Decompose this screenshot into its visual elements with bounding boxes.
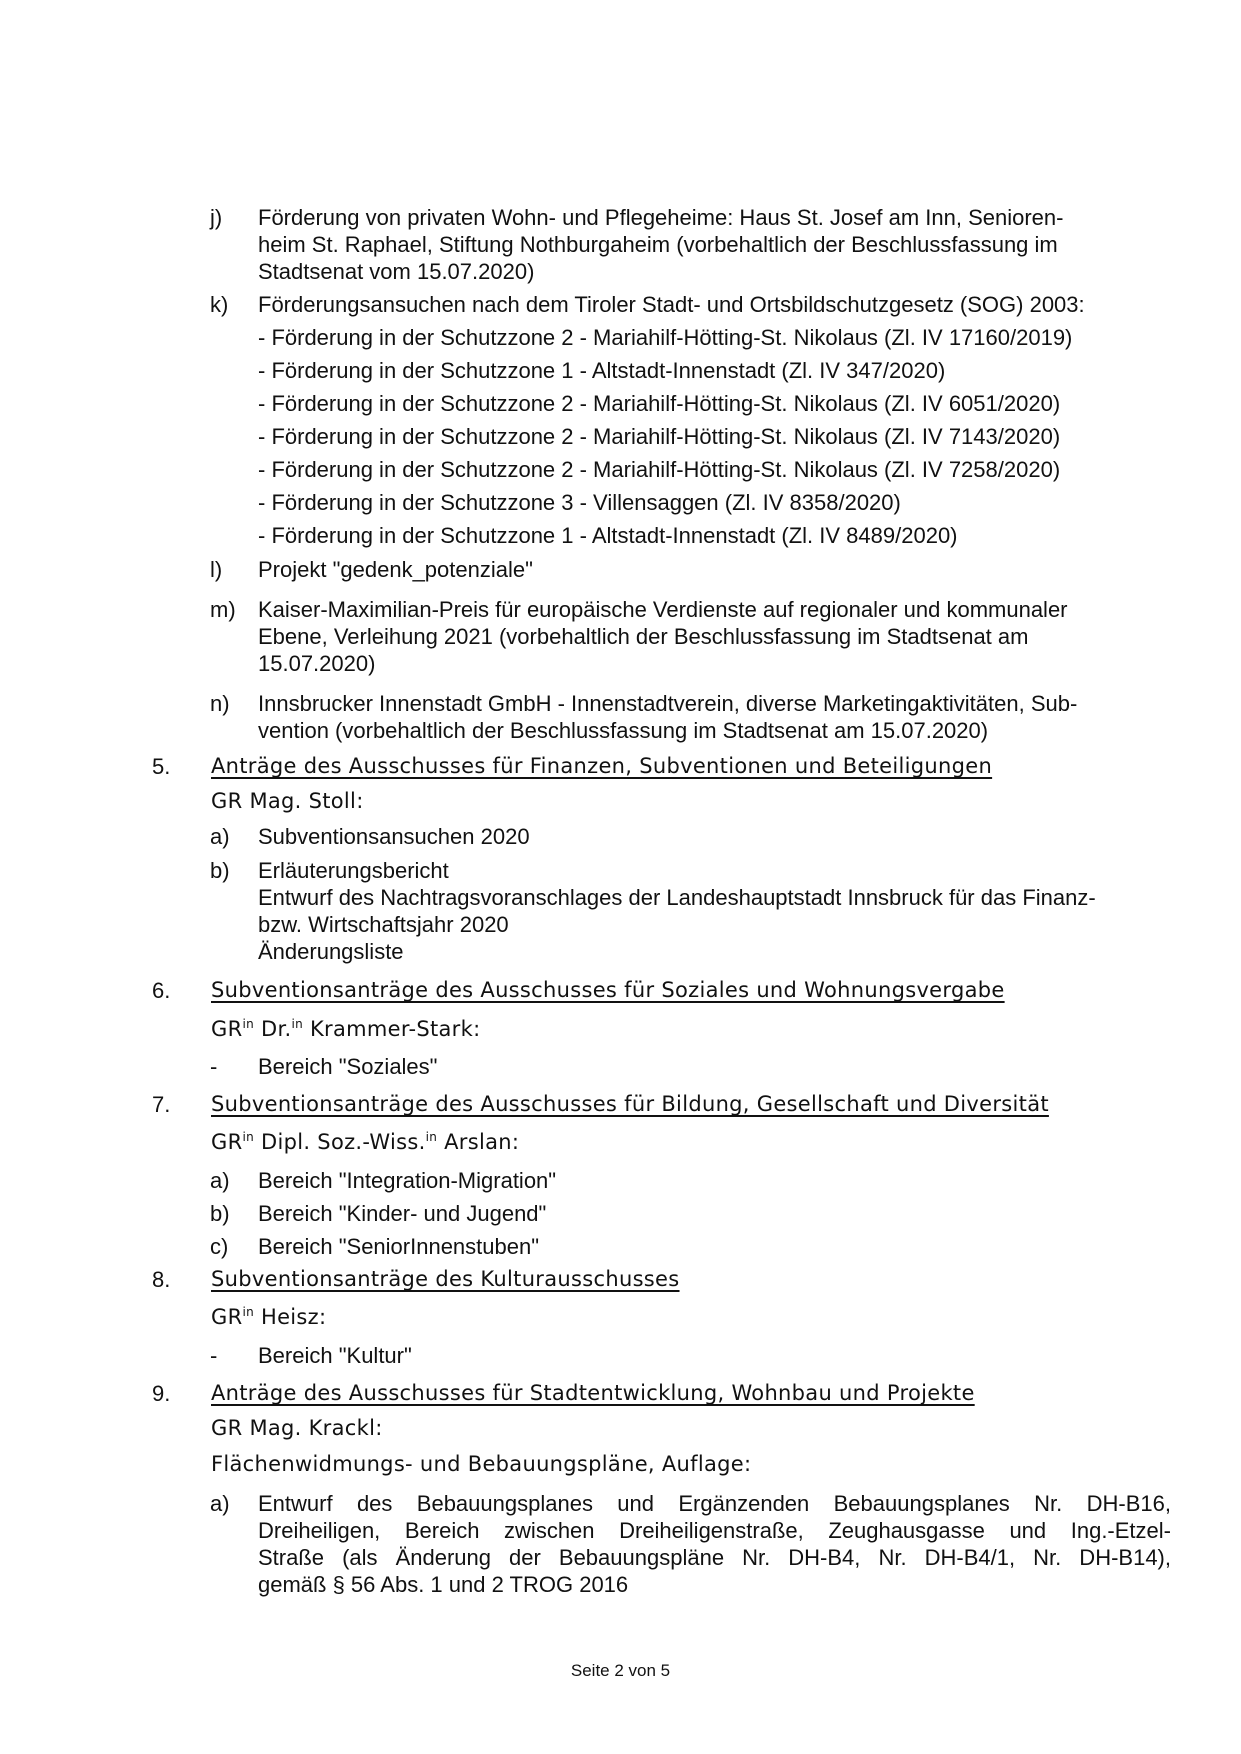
item-l-text: Projekt "gedenk_potenziale" xyxy=(258,557,533,582)
list-marker-9a: a) xyxy=(210,1491,230,1516)
item-k-title: Förderungsansuchen nach dem Tiroler Stadt- und Ortsbildschutzgesetz (SOG) 2003: xyxy=(258,292,1085,317)
section-8-heading: Subventionsanträge des Kulturausschusses xyxy=(211,1267,680,1291)
list-marker-7b: b) xyxy=(210,1201,230,1226)
section-6-item: Bereich "Soziales" xyxy=(258,1054,438,1079)
section-9-item-a-line-3: Straße (als Änderung der Bebauungspläne Nr. DH-B4, Nr. DH-B4/1, Nr. DH-B14), xyxy=(258,1545,1171,1570)
item-k-sub-7: - Förderung in der Schutzzone 1 - Altstadt-Innenstadt (Zl. IV 8489/2020) xyxy=(258,523,958,548)
section-7-item-b: Bereich "Kinder- und Jugend" xyxy=(258,1201,547,1226)
list-marker-8: - xyxy=(210,1343,218,1368)
section-number-6: 6. xyxy=(152,978,171,1003)
item-k-sub-5: - Förderung in der Schutzzone 2 - Mariahilf-Hötting-St. Nikolaus (Zl. IV 7258/2020) xyxy=(258,457,1061,482)
item-k-sub-2: - Förderung in der Schutzzone 1 - Altstadt-Innenstadt (Zl. IV 347/2020) xyxy=(258,358,946,383)
section-9-item-a-line-2: Dreiheiligen, Bereich zwischen Dreiheiligenstraße, Zeughausgasse und Ing.-Etzel- xyxy=(258,1518,1171,1543)
section-5-item-a: Subventionsansuchen 2020 xyxy=(258,824,530,849)
section-8-item: Bereich "Kultur" xyxy=(258,1343,412,1368)
item-k-sub-4: - Förderung in der Schutzzone 2 - Mariahilf-Hötting-St. Nikolaus (Zl. IV 7143/2020) xyxy=(258,424,1061,449)
item-m-line-1: Kaiser-Maximilian-Preis für europäische Verdienste auf regionaler und kommunaler xyxy=(258,597,1068,622)
section-number-7: 7. xyxy=(152,1092,171,1117)
list-marker-l: l) xyxy=(210,557,223,582)
item-m-line-2: Ebene, Verleihung 2021 (vorbehaltlich der Beschlussfassung im Stadtsenat am xyxy=(258,624,1029,649)
list-marker-6: - xyxy=(210,1054,218,1079)
speaker-name: Heisz: xyxy=(254,1305,327,1329)
list-marker-m: m) xyxy=(210,597,236,622)
list-marker-j: j) xyxy=(210,205,223,230)
section-9-item-a-line-1: Entwurf des Bebauungsplanes und Ergänzenden Bebauungsplanes Nr. DH-B16, xyxy=(258,1491,1171,1516)
list-marker-k: k) xyxy=(210,292,229,317)
speaker-suffix: in xyxy=(242,1130,255,1144)
section-number-9: 9. xyxy=(152,1381,171,1406)
section-9-heading: Anträge des Ausschusses für Stadtentwicklung, Wohnbau und Projekte xyxy=(211,1381,975,1405)
section-9-item-a-line-4: gemäß § 56 Abs. 1 und 2 TROG 2016 xyxy=(258,1572,629,1597)
item-n-line-1: Innsbrucker Innenstadt GmbH - Innenstadtverein, diverse Marketingaktivitäten, Sub- xyxy=(258,691,1078,716)
section-6-speaker xyxy=(211,1016,480,1043)
list-marker-7c: c) xyxy=(210,1234,229,1259)
speaker-title: GR xyxy=(211,1017,243,1041)
section-5-item-b-line-1: Erläuterungsbericht xyxy=(258,858,449,883)
item-m-line-3: 15.07.2020) xyxy=(258,651,376,676)
section-number-5: 5. xyxy=(152,754,171,779)
section-9-subheading: Flächenwidmungs- und Bebauungspläne, Auflage: xyxy=(211,1452,752,1476)
list-marker-7a: a) xyxy=(210,1168,230,1193)
speaker-title: GR xyxy=(211,1305,243,1329)
speaker-degree: Dr. xyxy=(254,1017,292,1041)
section-7-item-a: Bereich "Integration-Migration" xyxy=(258,1168,557,1193)
item-k-sub-3: - Förderung in der Schutzzone 2 - Mariahilf-Hötting-St. Nikolaus (Zl. IV 6051/2020) xyxy=(258,391,1061,416)
speaker-suffix: in xyxy=(242,1017,255,1031)
section-number-8: 8. xyxy=(152,1267,171,1292)
speaker-name: Arslan: xyxy=(437,1130,520,1154)
item-k-sub-6: - Förderung in der Schutzzone 3 - Villensaggen (Zl. IV 8358/2020) xyxy=(258,490,901,515)
section-9-speaker: GR Mag. Krackl: xyxy=(211,1416,383,1440)
speaker-degree: Dipl. Soz.-Wiss. xyxy=(254,1130,426,1154)
page-footer: Seite 2 von 5 xyxy=(570,1661,671,1680)
section-5-item-b-line-4: Änderungsliste xyxy=(258,939,404,964)
item-n-line-2: vention (vorbehaltlich der Beschlussfassung im Stadtsenat am 15.07.2020) xyxy=(258,718,989,743)
section-5-item-b-line-2: Entwurf des Nachtragsvoranschlages der Landeshauptstadt Innsbruck für das Finanz- xyxy=(258,885,1096,910)
section-8-speaker xyxy=(211,1304,326,1331)
section-5-heading: Anträge des Ausschusses für Finanzen, Subventionen und Beteiligungen xyxy=(211,754,993,778)
list-marker-5b: b) xyxy=(210,858,230,883)
list-marker-5a: a) xyxy=(210,824,230,849)
section-5-item-b-line-3: bzw. Wirtschaftsjahr 2020 xyxy=(258,912,509,937)
speaker-degree-suffix: in xyxy=(425,1130,438,1144)
section-7-item-c: Bereich "SeniorInnenstuben" xyxy=(258,1234,540,1259)
speaker-title: GR xyxy=(211,1130,243,1154)
speaker-degree-suffix: in xyxy=(291,1017,303,1031)
item-k-sub-1: - Förderung in der Schutzzone 2 - Mariahilf-Hötting-St. Nikolaus (Zl. IV 17160/2019) xyxy=(258,325,1073,350)
list-marker-n: n) xyxy=(210,691,230,716)
section-7-heading: Subventionsanträge des Ausschusses für Bildung, Gesellschaft und Diversität xyxy=(211,1092,1049,1116)
speaker-suffix: in xyxy=(242,1305,255,1319)
section-7-speaker xyxy=(211,1129,519,1156)
item-j-line-3: Stadtsenat vom 15.07.2020) xyxy=(258,259,535,284)
section-5-speaker: GR Mag. Stoll: xyxy=(211,789,364,813)
item-j-line-2: heim St. Raphael, Stiftung Nothburgaheim (vorbehaltlich der Beschlussfassung im xyxy=(258,232,1058,257)
speaker-name: Krammer-Stark: xyxy=(303,1017,481,1041)
section-6-heading: Subventionsanträge des Ausschusses für Soziales und Wohnungsvergabe xyxy=(211,978,1005,1002)
item-j-line-1: Förderung von privaten Wohn- und Pflegeheime: Haus St. Josef am Inn, Senioren- xyxy=(258,205,1064,230)
